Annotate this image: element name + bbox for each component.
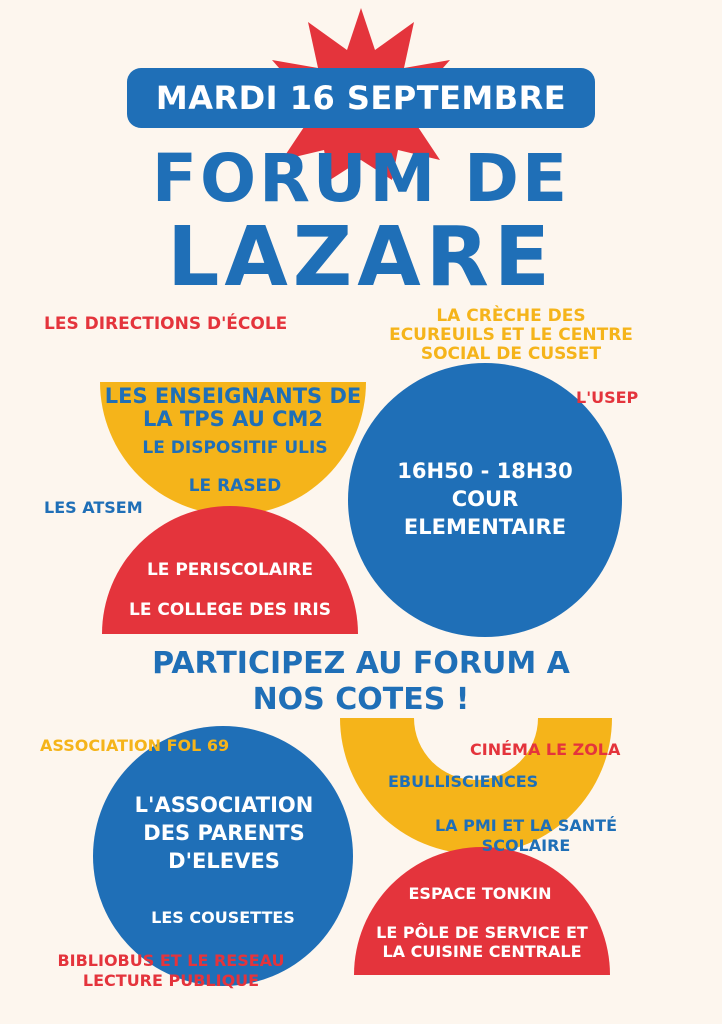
participant-cousettes: LES COUSETTES	[151, 908, 295, 927]
participant-creche-line-1: LA CRÈCHE DES	[436, 306, 586, 326]
participant-enseignants-line-2: LA TPS AU CM2	[143, 407, 323, 431]
event-location-line-1: COUR	[451, 487, 519, 511]
participant-cinema: CINÉMA LE ZOLA	[470, 740, 621, 759]
participant-directions: LES DIRECTIONS D'ÉCOLE	[44, 314, 288, 334]
participant-pole-line-1: LE PÔLE DE SERVICE ET	[376, 923, 588, 942]
participant-ulis: LE DISPOSITIF ULIS	[142, 438, 328, 458]
participant-parents-line-3: D'ELEVES	[168, 849, 280, 873]
title-line-1: FORUM DE	[151, 140, 571, 217]
participant-parents-line-1: L'ASSOCIATION	[134, 793, 314, 817]
participant-rased: LE RASED	[188, 476, 282, 496]
call-to-action-line-1: PARTICIPEZ AU FORUM A	[152, 646, 570, 681]
participant-ebullisciences: EBULLISCIENCES	[388, 772, 539, 791]
participant-atsem: LES ATSEM	[44, 498, 143, 517]
participant-pole-line-2: LA CUISINE CENTRALE	[382, 942, 582, 961]
event-time: 16H50 - 18H30	[397, 459, 573, 483]
participant-periscolaire: LE PERISCOLAIRE	[146, 560, 314, 580]
event-location-line-2: ELEMENTAIRE	[403, 515, 567, 539]
participant-bibliobus-line-2: LECTURE PUBLIQUE	[82, 971, 260, 990]
event-date: MARDI 16 SEPTEMBRE	[155, 79, 567, 117]
participant-bibliobus-line-1: BIBLIOBUS ET LE RESEAU	[57, 951, 285, 970]
participant-enseignants-line-1: LES ENSEIGNANTS DE	[104, 384, 362, 408]
participant-usep: L'USEP	[576, 388, 639, 407]
participant-college: LE COLLEGE DES IRIS	[129, 600, 331, 620]
participant-creche-line-2: ECUREUILS ET LE CENTRE	[389, 325, 633, 345]
participant-pmi-line-1: LA PMI ET LA SANTÉ	[434, 816, 618, 835]
title-line-2: LAZARE	[167, 210, 555, 305]
participant-parents-line-2: DES PARENTS	[143, 821, 305, 845]
participant-fol: ASSOCIATION FOL 69	[40, 736, 230, 755]
call-to-action-line-2: NOS COTES !	[252, 682, 470, 717]
participant-pmi-line-2: SCOLAIRE	[481, 836, 571, 855]
participant-creche-line-3: SOCIAL DE CUSSET	[420, 344, 602, 364]
participant-tonkin: ESPACE TONKIN	[408, 884, 552, 903]
